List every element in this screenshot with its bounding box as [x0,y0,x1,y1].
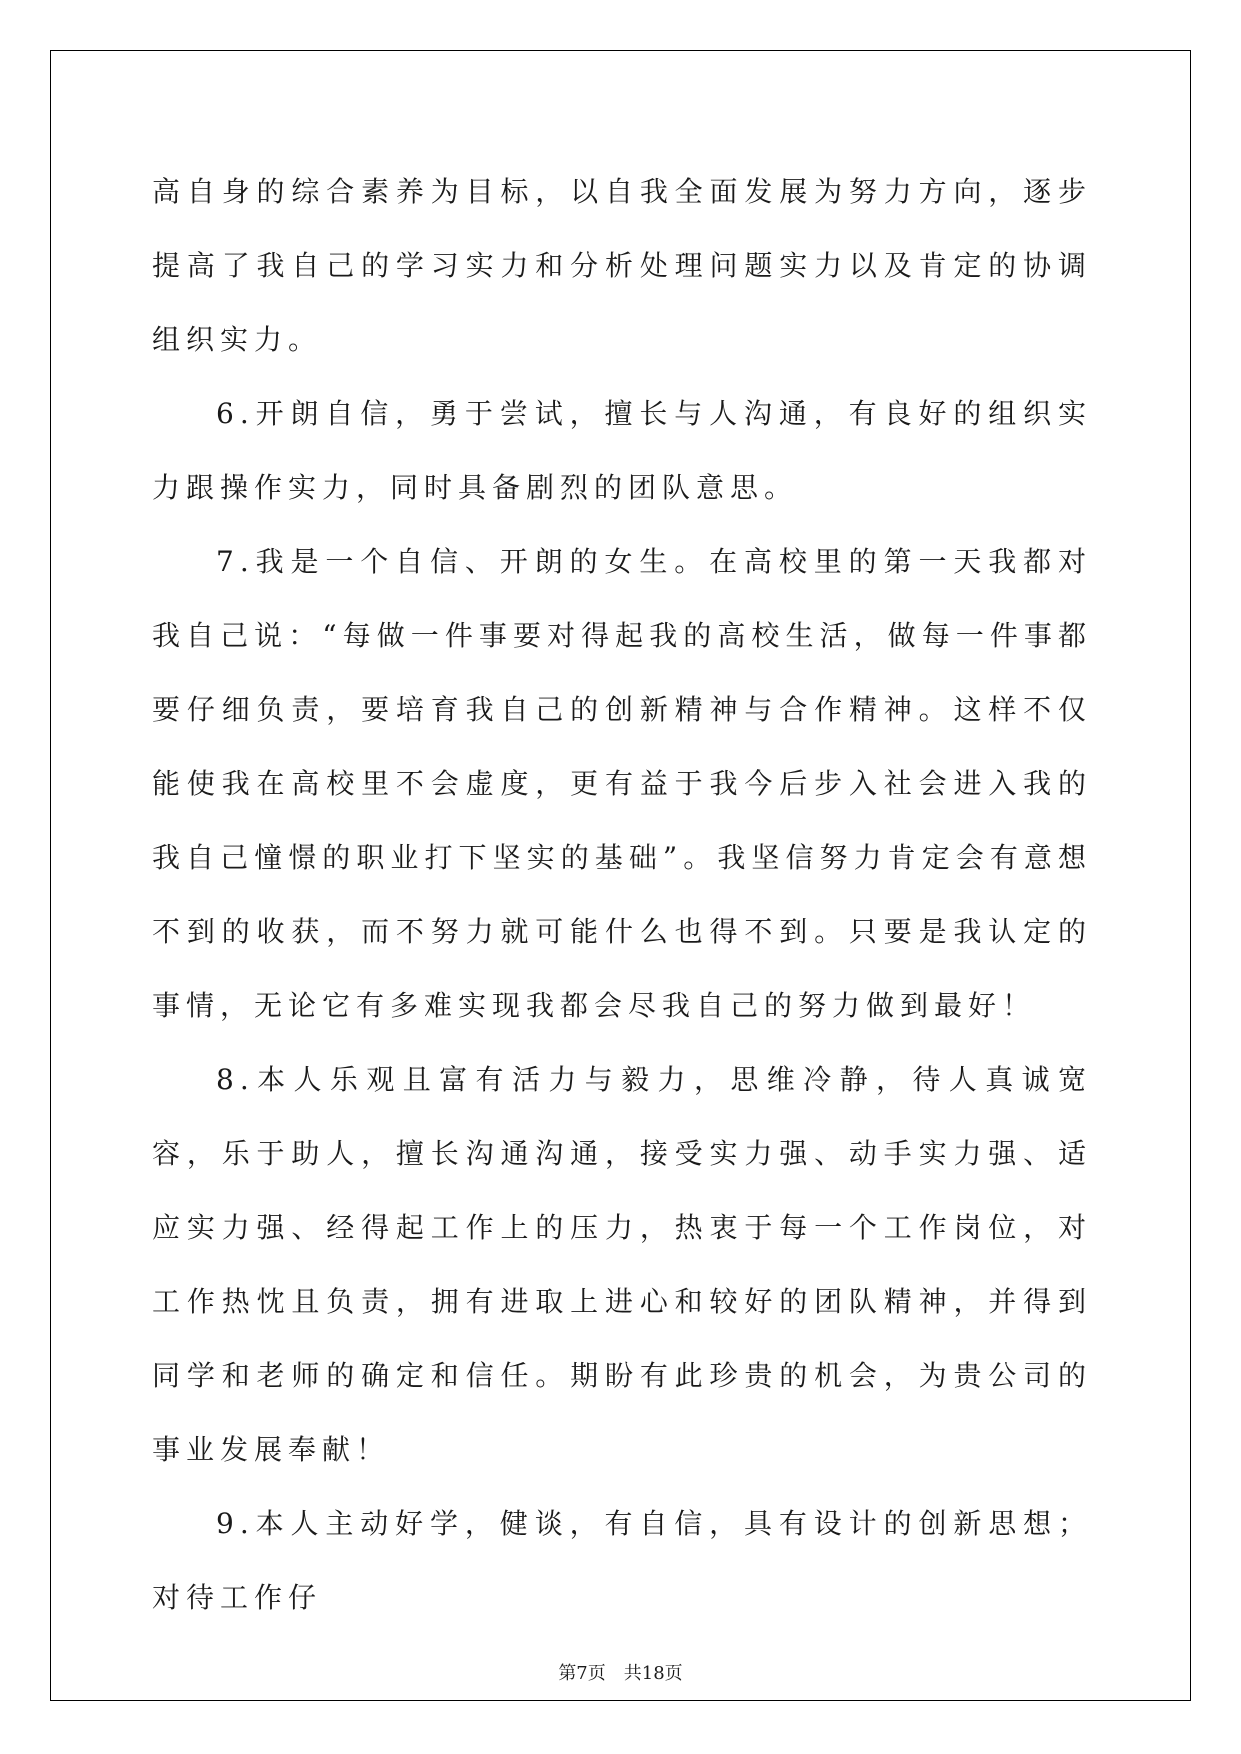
paragraph-item-7: 7.我是一个自信、开朗的女生。在高校里的第一天我都对我自己说：“每做一件事要对得起我的高校生活，做每一件事都要仔细负责，要培育我自己的创新精神与合作精神。这样不仅能使我在高校里不会虚度，更有益于我今后步入社会进入我的我自己憧憬的职业打下坚实的基础”。我坚信努力肯定会有意想不到的收获，而不努力就可能什么也得不到。只要是我认定的事情，无论它有多难实现我都会尽我自己的努力做到最好！ [152,545,1092,1022]
paragraph-item-6: 6.开朗自信，勇于尝试，擅长与人沟通，有良好的组织实力跟操作实力，同时具备剧烈的团队意思。 [152,397,1092,504]
paragraph-continuation: 高自身的综合素养为目标，以自我全面发展为努力方向，逐步提高了我自己的学习实力和分析处理问题实力以及肯定的协调组织实力。 [152,175,1092,356]
document-body [152,155,1092,1635]
paragraph-item-9: 9.本人主动好学，健谈，有自信，具有设计的创新思想；对待工作仔 [152,1507,1092,1614]
page-number-footer: 第7页 共18页 [558,1663,683,1684]
paragraph-item-8: 8.本人乐观且富有活力与毅力，思维冷静，待人真诚宽容，乐于助人，擅长沟通沟通，接受实力强、动手实力强、适应实力强、经得起工作上的压力，热衷于每一个工作岗位，对工作热忱且负责，拥有进取上进心和较好的团队精神，并得到同学和老师的确定和信任。期盼有此珍贵的机会，为贵公司的事业发展奉献！ [152,1063,1092,1466]
